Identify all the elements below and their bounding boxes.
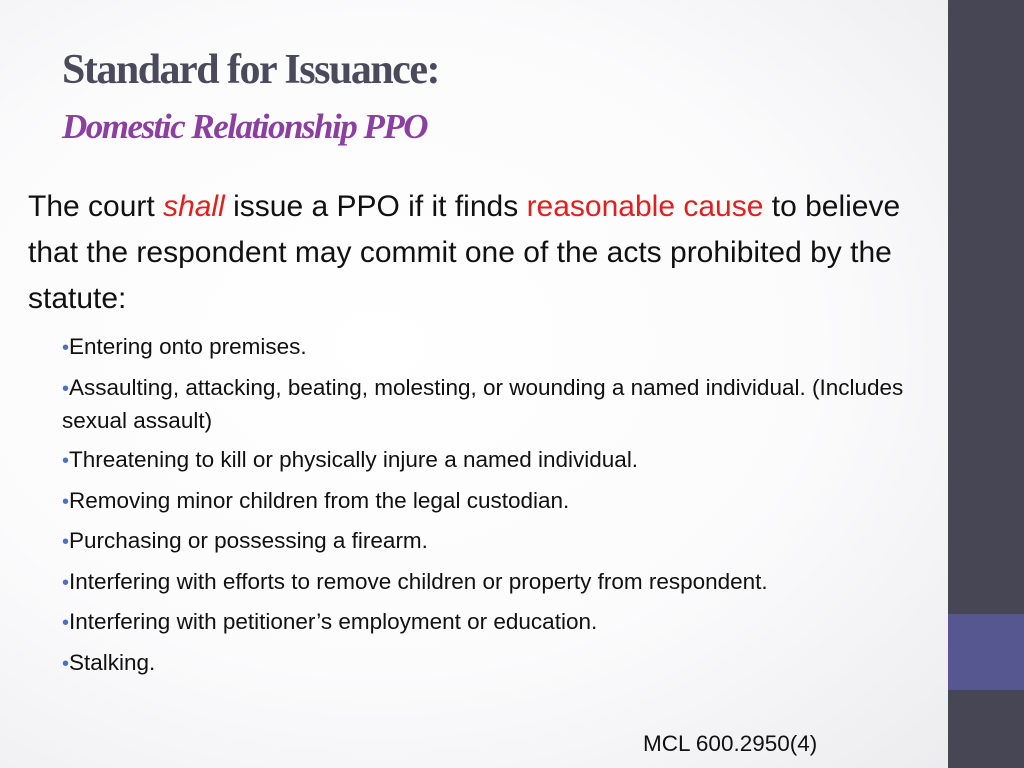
intro-text-3: to believe that the respondent may commit one of the acts prohibited by the statute: — [28, 190, 901, 315]
intro-text-1: The court — [28, 190, 164, 223]
intro-text-2: issue a PPO if it finds — [224, 190, 527, 223]
list-item — [62, 525, 912, 558]
list-item — [62, 444, 912, 477]
list-item-text: Threatening to kill or physically injure a named individual. — [69, 447, 639, 472]
statute-citation: MCL 600.2950(4) — [643, 731, 818, 756]
emphasis-reasonable-cause: reasonable cause — [526, 190, 764, 223]
list-item — [62, 485, 912, 518]
list-item — [62, 606, 912, 639]
list-item — [62, 372, 912, 437]
list-item-text: Entering onto premises. — [69, 334, 307, 359]
sidebar-accent-block — [948, 614, 1024, 690]
list-item — [62, 647, 912, 680]
slide-title: Standard for Issuance: — [62, 47, 439, 93]
bullet-icon: • — [62, 337, 70, 359]
bullet-icon: • — [62, 531, 70, 553]
intro-paragraph — [28, 184, 928, 322]
bullet-icon: • — [62, 450, 70, 472]
list-item-text: Removing minor children from the legal custodian. — [69, 487, 570, 513]
bullet-icon: • — [62, 571, 70, 594]
bullet-icon: • — [62, 377, 70, 400]
bullet-icon: • — [62, 652, 70, 675]
list-item-text: Interfering with efforts to remove children or property from respondent. — [69, 568, 768, 594]
list-item-text: Stalking. — [69, 649, 156, 675]
list-item-text: Interfering with petitioner’s employment or education. — [69, 609, 598, 634]
bullet-icon: • — [62, 490, 70, 513]
list-item — [62, 331, 912, 364]
emphasis-shall: shall — [163, 190, 225, 223]
prohibited-acts-list — [62, 331, 912, 687]
list-item-text: Assaulting, attacking, beating, molesting, or wounding a named individual. (Includes sexual assault) — [62, 374, 904, 433]
slide-subtitle: Domestic Relationship PPO — [62, 107, 427, 146]
list-item-text: Purchasing or possessing a firearm. — [69, 528, 428, 553]
list-item — [62, 566, 912, 599]
bullet-icon: • — [62, 612, 70, 634]
